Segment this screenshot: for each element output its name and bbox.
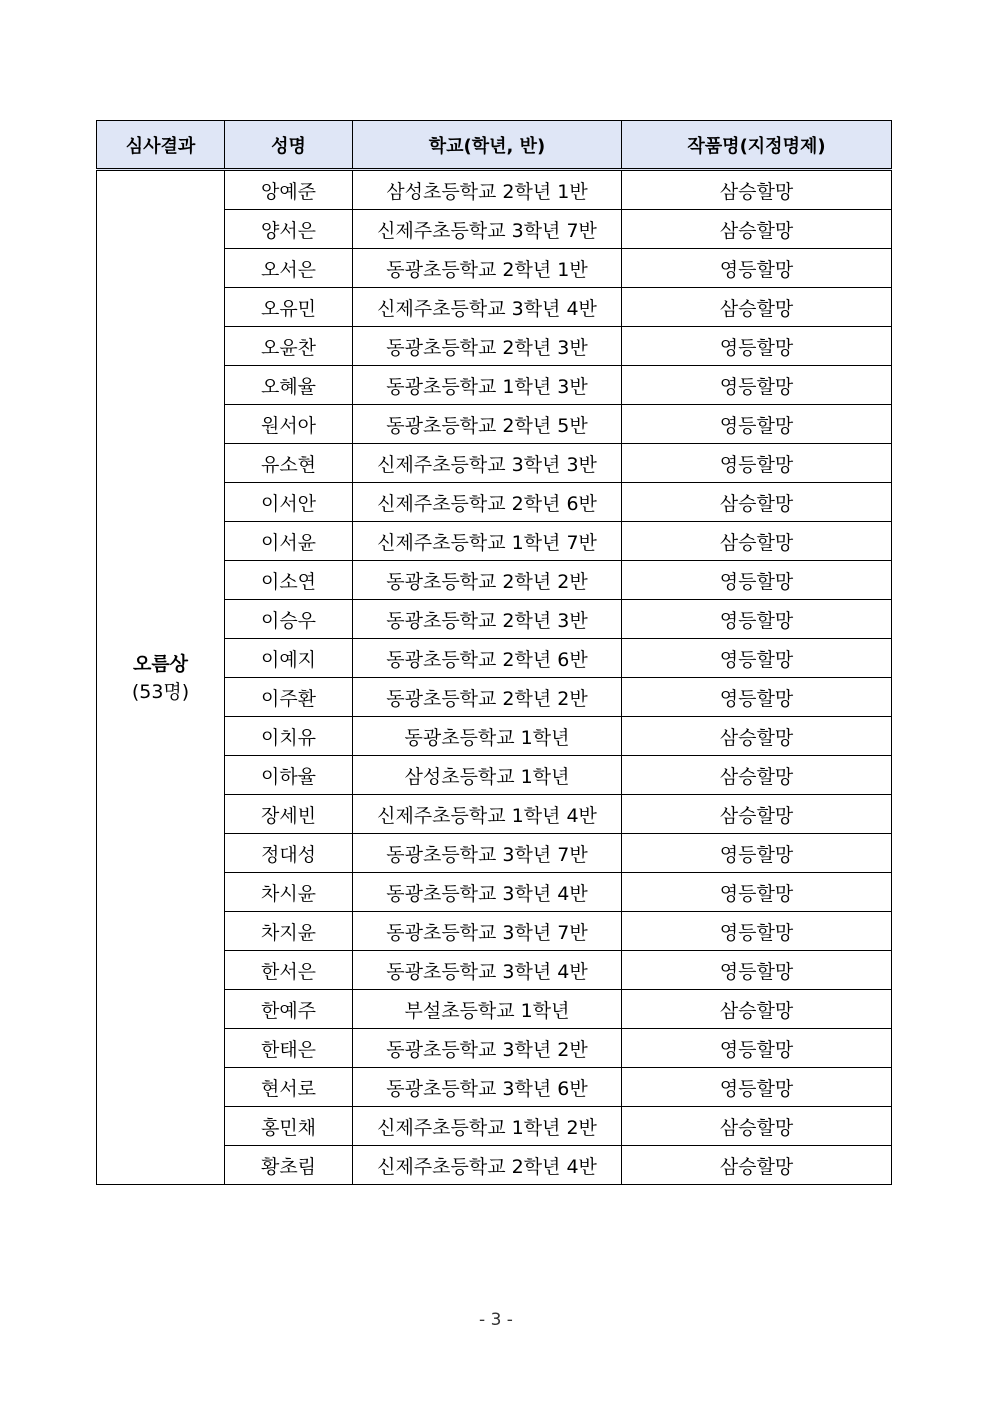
- school-cell: 동광초등학교 2학년 3반: [353, 600, 622, 639]
- school-cell: 동광초등학교 3학년 4반: [353, 951, 622, 990]
- page-number: - 3 -: [479, 1310, 513, 1330]
- school-cell: 동광초등학교 3학년 2반: [353, 1029, 622, 1068]
- school-cell: 동광초등학교 3학년 6반: [353, 1068, 622, 1107]
- school-cell: 신제주초등학교 3학년 7반: [353, 210, 622, 249]
- school-cell: 동광초등학교 2학년 2반: [353, 678, 622, 717]
- school-cell: 동광초등학교 2학년 2반: [353, 561, 622, 600]
- name-cell: 이치유: [225, 717, 353, 756]
- table-header-row: [97, 121, 892, 170]
- work-cell: 삼승할망: [622, 795, 892, 834]
- name-cell: 장세빈: [225, 795, 353, 834]
- work-cell: 삼승할망: [622, 483, 892, 522]
- name-cell: 차시윤: [225, 873, 353, 912]
- name-cell: 차지윤: [225, 912, 353, 951]
- name-cell: 이예지: [225, 639, 353, 678]
- school-cell: 신제주초등학교 2학년 4반: [353, 1146, 622, 1185]
- work-cell: 삼승할망: [622, 288, 892, 327]
- school-cell: 동광초등학교 2학년 1반: [353, 249, 622, 288]
- work-cell: 삼승할망: [622, 1146, 892, 1185]
- name-cell: 오윤찬: [225, 327, 353, 366]
- work-cell: 삼승할망: [622, 756, 892, 795]
- name-cell: 오유민: [225, 288, 353, 327]
- name-cell: 이승우: [225, 600, 353, 639]
- table-row: [97, 170, 892, 210]
- name-cell: 이서안: [225, 483, 353, 522]
- name-cell: 오혜율: [225, 366, 353, 405]
- work-cell: 영등할망: [622, 912, 892, 951]
- name-cell: 정대성: [225, 834, 353, 873]
- school-cell: 신제주초등학교 1학년 7반: [353, 522, 622, 561]
- name-cell: 유소현: [225, 444, 353, 483]
- work-cell: 영등할망: [622, 873, 892, 912]
- header-name: 성명: [225, 121, 353, 170]
- header-result: 심사결과: [97, 121, 225, 170]
- school-cell: 신제주초등학교 3학년 4반: [353, 288, 622, 327]
- name-cell: 이하율: [225, 756, 353, 795]
- name-cell: 현서로: [225, 1068, 353, 1107]
- school-cell: 동광초등학교 2학년 6반: [353, 639, 622, 678]
- name-cell: 앙예준: [225, 170, 353, 210]
- work-cell: 삼승할망: [622, 522, 892, 561]
- school-cell: 부설초등학교 1학년: [353, 990, 622, 1029]
- school-cell: 동광초등학교 3학년 7반: [353, 834, 622, 873]
- work-cell: 삼승할망: [622, 1107, 892, 1146]
- name-cell: 양서은: [225, 210, 353, 249]
- work-cell: 영등할망: [622, 444, 892, 483]
- school-cell: 신제주초등학교 1학년 2반: [353, 1107, 622, 1146]
- work-cell: 영등할망: [622, 600, 892, 639]
- name-cell: 황초림: [225, 1146, 353, 1185]
- school-cell: 동광초등학교 3학년 4반: [353, 873, 622, 912]
- work-cell: 영등할망: [622, 405, 892, 444]
- school-cell: 삼성초등학교 2학년 1반: [353, 170, 622, 210]
- awards-table: [96, 120, 892, 1185]
- school-cell: 동광초등학교 1학년 3반: [353, 366, 622, 405]
- school-cell: 신제주초등학교 1학년 4반: [353, 795, 622, 834]
- work-cell: 영등할망: [622, 561, 892, 600]
- name-cell: 이소연: [225, 561, 353, 600]
- work-cell: 삼승할망: [622, 170, 892, 210]
- name-cell: 홍민채: [225, 1107, 353, 1146]
- name-cell: 이서윤: [225, 522, 353, 561]
- award-count: (53명): [131, 680, 190, 703]
- header-school: 학교(학년, 반): [353, 121, 622, 170]
- work-cell: 영등할망: [622, 249, 892, 288]
- work-cell: 영등할망: [622, 366, 892, 405]
- result-cell: [97, 170, 225, 1185]
- name-cell: 한예주: [225, 990, 353, 1029]
- name-cell: 한태은: [225, 1029, 353, 1068]
- work-cell: 영등할망: [622, 678, 892, 717]
- school-cell: 동광초등학교 2학년 3반: [353, 327, 622, 366]
- name-cell: 원서아: [225, 405, 353, 444]
- work-cell: 영등할망: [622, 834, 892, 873]
- header-work: 작품명(지정명제): [622, 121, 892, 170]
- work-cell: 영등할망: [622, 327, 892, 366]
- work-cell: 영등할망: [622, 1029, 892, 1068]
- work-cell: 영등할망: [622, 951, 892, 990]
- school-cell: 동광초등학교 3학년 7반: [353, 912, 622, 951]
- work-cell: 삼승할망: [622, 210, 892, 249]
- table-body: [97, 170, 892, 1185]
- school-cell: 동광초등학교 1학년: [353, 717, 622, 756]
- work-cell: 영등할망: [622, 639, 892, 678]
- school-cell: 동광초등학교 2학년 5반: [353, 405, 622, 444]
- work-cell: 삼승할망: [622, 990, 892, 1029]
- work-cell: 삼승할망: [622, 717, 892, 756]
- award-name: 오름상: [132, 652, 189, 675]
- name-cell: 이주환: [225, 678, 353, 717]
- name-cell: 오서은: [225, 249, 353, 288]
- school-cell: 삼성초등학교 1학년: [353, 756, 622, 795]
- name-cell: 한서은: [225, 951, 353, 990]
- school-cell: 신제주초등학교 3학년 3반: [353, 444, 622, 483]
- work-cell: 영등할망: [622, 1068, 892, 1107]
- school-cell: 신제주초등학교 2학년 6반: [353, 483, 622, 522]
